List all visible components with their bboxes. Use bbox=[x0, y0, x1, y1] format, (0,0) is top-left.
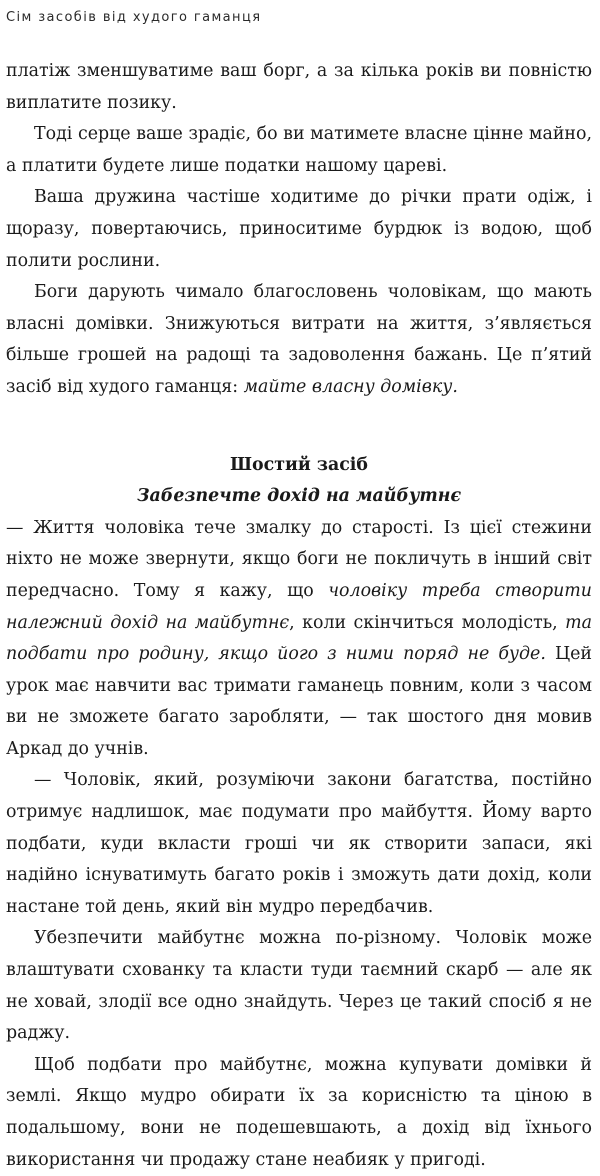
section-title: Шостий засіб bbox=[229, 454, 369, 475]
paragraph-buy-homes: Щоб подбати про майбутнє, можна купувати домівки й землі. Якщо мудро обирати їх за корисністю та ціною в подальшому, вони не подешевшають, а дохід від їхнього використання чи продажу стане неабияк у пригоді. bbox=[6, 1054, 592, 1170]
paragraph-man-surplus: — Чоловік, який, розуміючи закони багатства, постійно отримує надлишок, має подумати про майбуття. Йому варто подбати, куди вкласти гроші чи як створити запаси, які надійно існуватимуть багато років і зможуть дати дохід, коли настане той день, який він мудро передбачив. bbox=[6, 770, 592, 917]
paragraph-gods-blessings bbox=[6, 277, 592, 403]
paragraph-loan-continuation: платіж зменшуватиме ваш борг, а за кілька років ви повністю виплатите позику. bbox=[6, 61, 592, 113]
paragraph-wife-river: Ваша дружина частіше ходитиме до річки прати одіж, і щоразу, повертаючись, приноситиме бурдюк із водою, щоб полити рослини. bbox=[6, 187, 592, 271]
paragraph-life-flows bbox=[6, 513, 592, 766]
dialogue-emphasis-1: чоловіку треба створити належний дохід на майбутнє bbox=[6, 580, 592, 633]
body-text bbox=[6, 56, 592, 1176]
dialogue-part-2: , коли скінчиться молодість, bbox=[289, 612, 566, 633]
blessings-text: Боги дарують чимало благословень чоловікам, що мають власні домівки. Знижуються витрати на життя, з’являється більше грошей на радощі та задоволення бажань. Це п’ятий засіб від худого гаманця: bbox=[6, 282, 592, 397]
section-subtitle: Забезпечте дохід на майбутнє bbox=[136, 486, 462, 507]
section-gap bbox=[6, 404, 592, 450]
fifth-remedy-emphasis: майте власну домівку. bbox=[243, 376, 458, 397]
paragraph-heart-rejoices: Тоді серце ваше зрадіє, бо ви матимете власне цінне майно, а платити будете лише податки нашому цареві. bbox=[6, 124, 592, 176]
paragraph-secure-future: Убезпечити майбутнє можна по-різному. Чоловік може влаштувати схованку та класти туди таємний скарб — але як не ховай, злодії все одно знайдуть. Через це такий спосіб я не раджу. bbox=[6, 928, 592, 1044]
dialogue-emphasis-2: та подбати про родину, якщо його з ними поряд не буде. bbox=[6, 612, 592, 665]
dialogue-part-3: Цей урок має навчити вас тримати гаманець повним, коли з часом ви не зможете багато заробляти, — так шостого дня мовив Аркад до учнів. bbox=[6, 644, 593, 759]
dialogue-part-1: — Життя чоловіка тече змалку до старості. Із цієї стежини ніхто не може звернути, якщо боги не покличуть в інший світ передчасно. Тому я кажу, що bbox=[6, 517, 592, 601]
running-head: Сім засобів від худого гаманця bbox=[6, 10, 262, 25]
